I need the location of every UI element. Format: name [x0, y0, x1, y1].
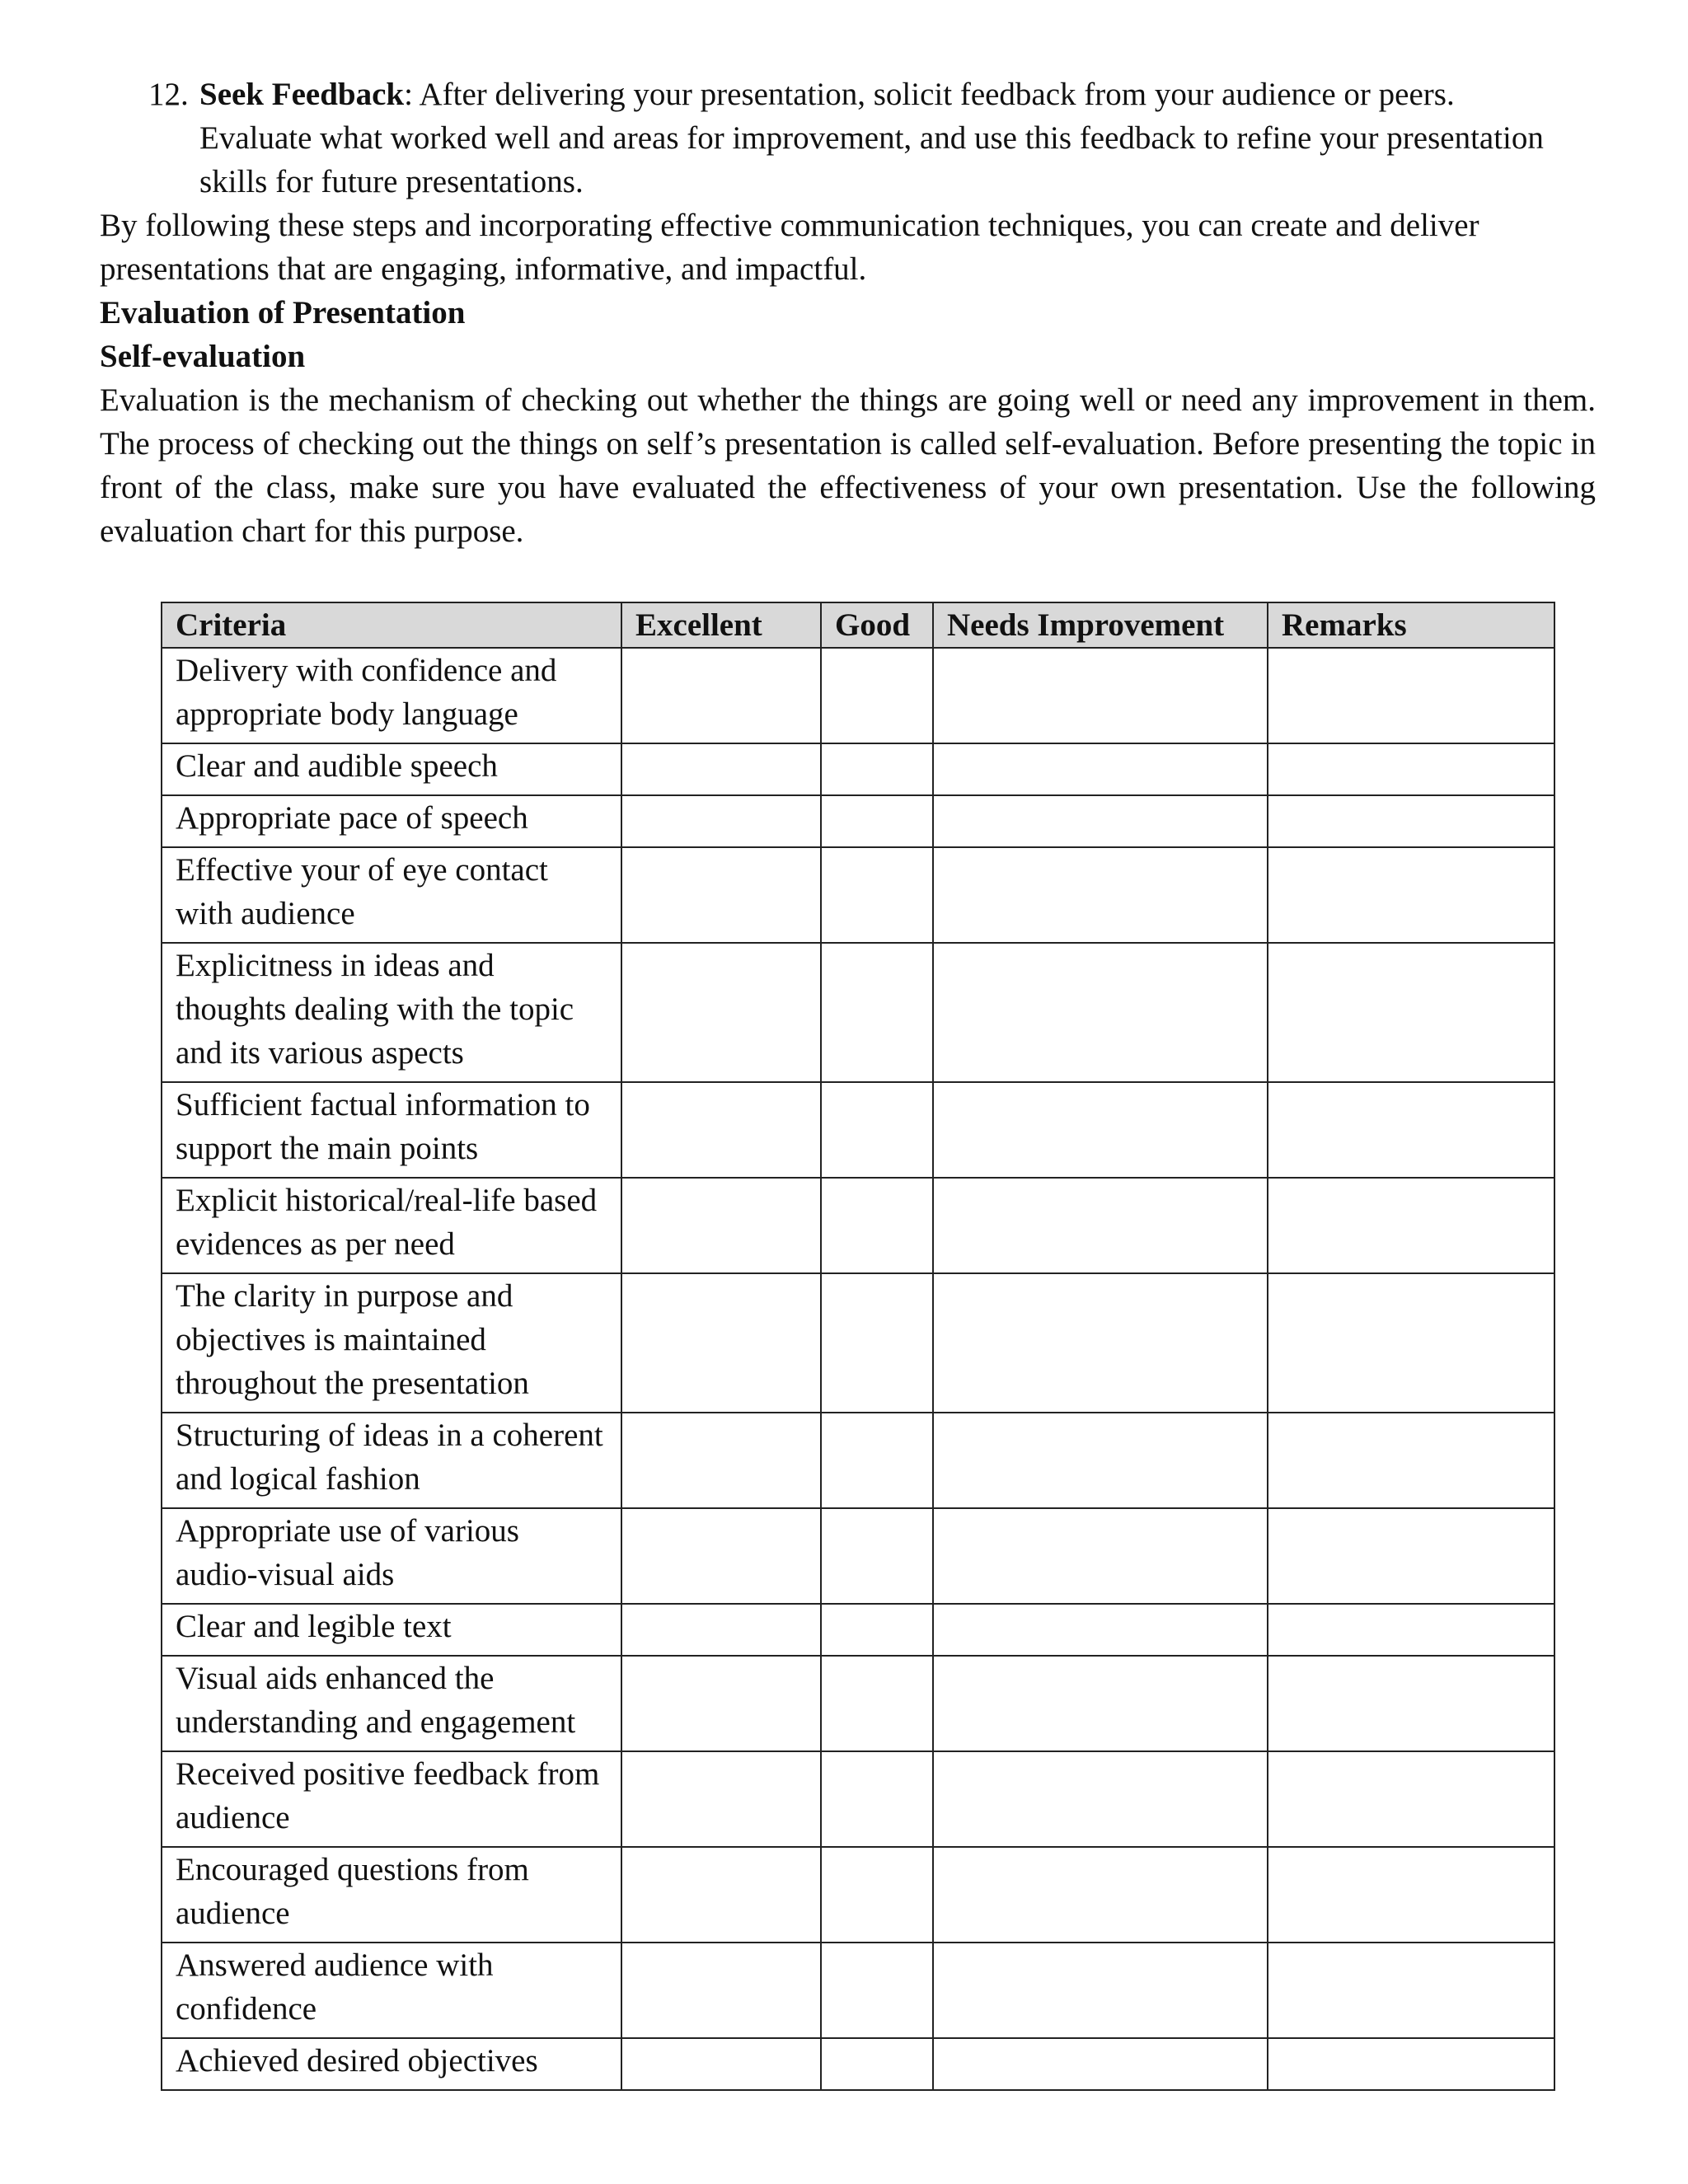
- table-row: [162, 1943, 1554, 2038]
- criteria-cell: Clear and legible text: [162, 1604, 621, 1656]
- table-row: [162, 1604, 1554, 1656]
- header-excellent: Excellent: [621, 602, 821, 648]
- good-rating-cell[interactable]: [821, 943, 933, 1082]
- excellent-rating-cell[interactable]: [621, 1273, 821, 1413]
- table-header-row: [162, 602, 1554, 648]
- needs-improvement-rating-cell[interactable]: [933, 1508, 1268, 1604]
- remarks-rating-cell[interactable]: [1268, 795, 1554, 847]
- criteria-cell: Appropriate pace of speech: [162, 795, 621, 847]
- needs-improvement-rating-cell[interactable]: [933, 1943, 1268, 2038]
- good-rating-cell[interactable]: [821, 1508, 933, 1604]
- list-item-line-3: skills for future presentations.: [199, 164, 584, 199]
- evaluation-chart-table: [161, 602, 1555, 2091]
- excellent-rating-cell[interactable]: [621, 743, 821, 795]
- excellent-rating-cell[interactable]: [621, 1751, 821, 1847]
- criteria-cell: Effective your of eye contact with audience: [162, 847, 621, 943]
- header-remarks: Remarks: [1268, 602, 1554, 648]
- excellent-rating-cell[interactable]: [621, 1508, 821, 1604]
- needs-improvement-rating-cell[interactable]: [933, 1604, 1268, 1656]
- remarks-rating-cell[interactable]: [1268, 2038, 1554, 2090]
- excellent-rating-cell[interactable]: [621, 1656, 821, 1751]
- remarks-rating-cell[interactable]: [1268, 1751, 1554, 1847]
- excellent-rating-cell[interactable]: [621, 1413, 821, 1508]
- list-item-line-1: [199, 73, 1582, 116]
- excellent-rating-cell[interactable]: [621, 1178, 821, 1273]
- good-rating-cell[interactable]: [821, 1751, 933, 1847]
- remarks-rating-cell[interactable]: [1268, 648, 1554, 743]
- needs-improvement-rating-cell[interactable]: [933, 1178, 1268, 1273]
- excellent-rating-cell[interactable]: [621, 795, 821, 847]
- needs-improvement-rating-cell[interactable]: [933, 1656, 1268, 1751]
- list-number: 12.: [148, 77, 189, 112]
- table-row: [162, 648, 1554, 743]
- table-row: [162, 2038, 1554, 2090]
- remarks-rating-cell[interactable]: [1268, 1943, 1554, 2038]
- remarks-rating-cell[interactable]: [1268, 1508, 1554, 1604]
- needs-improvement-rating-cell[interactable]: [933, 795, 1268, 847]
- list-item-term: Seek Feedback: [199, 77, 405, 112]
- excellent-rating-cell[interactable]: [621, 2038, 821, 2090]
- table-row: [162, 1178, 1554, 1273]
- criteria-cell: Appropriate use of various audio-visual aids: [162, 1508, 621, 1604]
- needs-improvement-rating-cell[interactable]: [933, 943, 1268, 1082]
- excellent-rating-cell[interactable]: [621, 1604, 821, 1656]
- table-row: [162, 1413, 1554, 1508]
- table-body: [162, 648, 1554, 2090]
- header-needs-improvement: Needs Improvement: [933, 602, 1268, 648]
- excellent-rating-cell[interactable]: [621, 1847, 821, 1943]
- needs-improvement-rating-cell[interactable]: [933, 1273, 1268, 1413]
- table-row: [162, 743, 1554, 795]
- needs-improvement-rating-cell[interactable]: [933, 1413, 1268, 1508]
- needs-improvement-rating-cell[interactable]: [933, 648, 1268, 743]
- excellent-rating-cell[interactable]: [621, 943, 821, 1082]
- good-rating-cell[interactable]: [821, 1082, 933, 1178]
- excellent-rating-cell[interactable]: [621, 1082, 821, 1178]
- needs-improvement-rating-cell[interactable]: [933, 1847, 1268, 1943]
- list-item-line-2: Evaluate what worked well and areas for improvement, and use this feedback to refine your presentation: [199, 120, 1544, 156]
- good-rating-cell[interactable]: [821, 1604, 933, 1656]
- criteria-cell: Visual aids enhanced the understanding and engagement: [162, 1656, 621, 1751]
- remarks-rating-cell[interactable]: [1268, 1656, 1554, 1751]
- summary-paragraph: By following these steps and incorporating effective communication techniques, you can create and deliver presentations that are engaging, informative, and impactful.: [100, 208, 1479, 287]
- needs-improvement-rating-cell[interactable]: [933, 2038, 1268, 2090]
- self-evaluation-paragraph: Evaluation is the mechanism of checking out whether the things are going well or need any improvement in them. The process of checking out the things on self’s presentation is called self-evaluation. Before presenting the topic in front of the class, make sure you have evaluated the effectiveness of your own presentation. Use the following evaluation chart for this purpose.: [100, 382, 1596, 549]
- remarks-rating-cell[interactable]: [1268, 1082, 1554, 1178]
- good-rating-cell[interactable]: [821, 847, 933, 943]
- excellent-rating-cell[interactable]: [621, 1943, 821, 2038]
- remarks-rating-cell[interactable]: [1268, 1413, 1554, 1508]
- section-heading-evaluation: Evaluation of Presentation: [100, 295, 466, 330]
- good-rating-cell[interactable]: [821, 1273, 933, 1413]
- table-row: [162, 847, 1554, 943]
- table-row: [162, 943, 1554, 1082]
- remarks-rating-cell[interactable]: [1268, 943, 1554, 1082]
- remarks-rating-cell[interactable]: [1268, 1847, 1554, 1943]
- good-rating-cell[interactable]: [821, 2038, 933, 2090]
- criteria-cell: Answered audience with confidence: [162, 1943, 621, 2038]
- criteria-cell: Received positive feedback from audience: [162, 1751, 621, 1847]
- list-item-12: [148, 73, 1582, 204]
- good-rating-cell[interactable]: [821, 743, 933, 795]
- table-row: [162, 1082, 1554, 1178]
- criteria-cell: Delivery with confidence and appropriate body language: [162, 648, 621, 743]
- table-row: [162, 1656, 1554, 1751]
- criteria-cell: Encouraged questions from audience: [162, 1847, 621, 1943]
- criteria-cell: Clear and audible speech: [162, 743, 621, 795]
- remarks-rating-cell[interactable]: [1268, 743, 1554, 795]
- criteria-cell: Explicitness in ideas and thoughts dealing with the topic and its various aspects: [162, 943, 621, 1082]
- good-rating-cell[interactable]: [821, 795, 933, 847]
- excellent-rating-cell[interactable]: [621, 847, 821, 943]
- list-item-body: [199, 73, 1582, 204]
- table-row: [162, 1273, 1554, 1413]
- good-rating-cell[interactable]: [821, 1943, 933, 2038]
- list-item-text-1: : After delivering your presentation, solicit feedback from your audience or peers.: [404, 77, 1455, 112]
- section-heading-self-evaluation: Self-evaluation: [100, 339, 306, 374]
- good-rating-cell[interactable]: [821, 648, 933, 743]
- header-criteria: Criteria: [162, 602, 621, 648]
- header-good: Good: [821, 602, 933, 648]
- criteria-cell: Explicit historical/real-life based evidences as per need: [162, 1178, 621, 1273]
- needs-improvement-rating-cell[interactable]: [933, 743, 1268, 795]
- needs-improvement-rating-cell[interactable]: [933, 847, 1268, 943]
- needs-improvement-rating-cell[interactable]: [933, 1082, 1268, 1178]
- excellent-rating-cell[interactable]: [621, 648, 821, 743]
- good-rating-cell[interactable]: [821, 1178, 933, 1273]
- criteria-cell: Achieved desired objectives: [162, 2038, 621, 2090]
- remarks-rating-cell[interactable]: [1268, 1604, 1554, 1656]
- good-rating-cell[interactable]: [821, 1847, 933, 1943]
- table-row: [162, 1847, 1554, 1943]
- remarks-rating-cell[interactable]: [1268, 1273, 1554, 1413]
- remarks-rating-cell[interactable]: [1268, 1178, 1554, 1273]
- criteria-cell: Structuring of ideas in a coherent and logical fashion: [162, 1413, 621, 1508]
- table-row: [162, 1751, 1554, 1847]
- criteria-cell: Sufficient factual information to support the main points: [162, 1082, 621, 1178]
- needs-improvement-rating-cell[interactable]: [933, 1751, 1268, 1847]
- remarks-rating-cell[interactable]: [1268, 847, 1554, 943]
- good-rating-cell[interactable]: [821, 1656, 933, 1751]
- table-row: [162, 795, 1554, 847]
- table-row: [162, 1508, 1554, 1604]
- good-rating-cell[interactable]: [821, 1413, 933, 1508]
- criteria-cell: The clarity in purpose and objectives is maintained throughout the presentation: [162, 1273, 621, 1413]
